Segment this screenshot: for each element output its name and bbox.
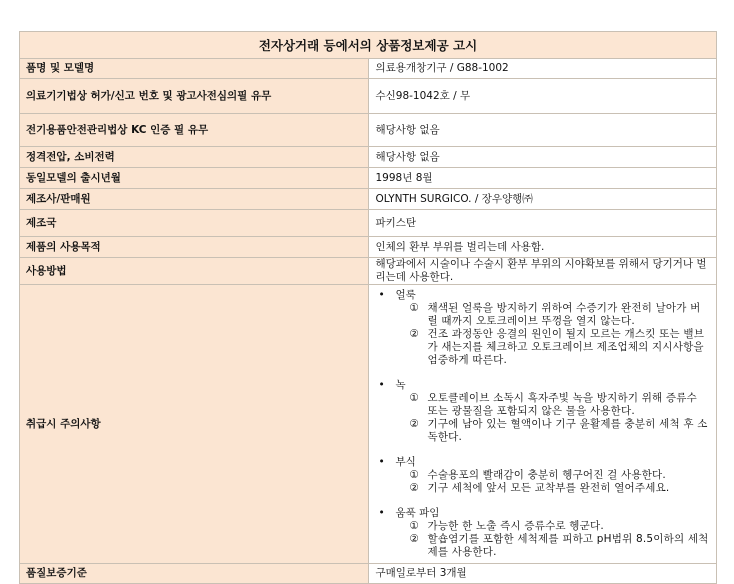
row-value-purpose: 인체의 환부 부위를 벌리는데 사용함. xyxy=(368,237,717,258)
row-value-product-name: 의료용개창기구 / G88-1002 xyxy=(368,59,717,79)
table-row xyxy=(20,59,717,79)
handling-precautions-list xyxy=(368,285,717,564)
bullet-icon: • xyxy=(378,507,385,519)
table-row xyxy=(20,285,717,564)
table-row xyxy=(20,237,717,258)
table-row xyxy=(20,147,717,168)
precaution-section xyxy=(376,507,711,559)
section-heading: 움푹 파임 xyxy=(395,507,440,519)
table-title: 전자상거래 등에서의 상품정보제공 고시 xyxy=(20,32,717,59)
bullet-icon: • xyxy=(378,289,385,301)
row-label-handling-precautions: 취급시 주의사항 xyxy=(20,285,369,564)
section-heading: 얼룩 xyxy=(395,289,416,301)
row-value-permit-number: 수신98-1042호 / 무 xyxy=(368,79,717,114)
list-item: ② 할숍염기를 포함한 세척제를 피하고 pH범위 8.5이하의 세척제를 사용한다. xyxy=(409,533,709,558)
row-label-manufacturer: 제조사/판매원 xyxy=(20,189,369,210)
row-label-product-name: 품명 및 모델명 xyxy=(20,59,369,79)
list-item: ② 기구에 남아 있는 혈액이나 기구 윤활제를 충분히 세척 후 소독한다. xyxy=(409,418,708,443)
precaution-section xyxy=(376,379,711,444)
list-item: ① 수술용포의 빨래감이 충분히 헹구어진 걸 사용한다. xyxy=(409,469,666,481)
row-value-kc-cert: 해당사항 없음 xyxy=(368,114,717,147)
table-row xyxy=(20,564,717,584)
list-item: ② 건조 과정동안 응결의 원인이 될지 모르는 개스킷 또는 밸브가 새는지를 체크하고 오토크레이브 제조업체의 지시사항을 엄중하게 따른다. xyxy=(409,328,705,366)
title-row xyxy=(20,32,717,59)
table-row xyxy=(20,168,717,189)
table-row xyxy=(20,189,717,210)
row-value-release-date: 1998년 8월 xyxy=(368,168,717,189)
row-value-manufacturer: OLYNTH SURGICO. / 장우양행㈜ xyxy=(368,189,717,210)
bullet-icon: • xyxy=(378,379,385,391)
row-value-warranty: 구매일로부터 3개월 xyxy=(368,564,717,584)
table-row xyxy=(20,210,717,237)
table-row xyxy=(20,258,717,285)
product-info-notice xyxy=(19,31,717,584)
product-info-table xyxy=(19,31,717,584)
table-row xyxy=(20,79,717,114)
row-label-warranty: 품질보증기준 xyxy=(20,564,369,584)
section-heading: 부식 xyxy=(395,456,416,468)
list-item: ① 가능한 한 노출 즉시 증류수로 헹군다. xyxy=(409,520,604,532)
row-value-country: 파키스탄 xyxy=(368,210,717,237)
row-label-purpose: 제품의 사용목적 xyxy=(20,237,369,258)
bullet-icon: • xyxy=(378,456,385,468)
row-label-country: 제조국 xyxy=(20,210,369,237)
row-label-permit-number: 의료기기법상 허가/신고 번호 및 광고사전심의필 유무 xyxy=(20,79,369,114)
list-item: ② 기구 세척에 앞서 모든 교착부를 완전히 열어주세요. xyxy=(409,482,670,494)
list-item: ① 오토클레이브 소독시 흑자주빛 녹을 방지하기 위해 증류수 또는 광물질을 포함되지 않은 물을 사용한다. xyxy=(409,392,697,417)
precaution-section xyxy=(376,456,711,495)
row-label-voltage: 정격전압, 소비전력 xyxy=(20,147,369,168)
list-item: ① 채색된 얼룩을 방지하기 위하여 수증기가 완전히 날아가 버릴 때까지 오토크레이브 뚜껑을 열지 않는다. xyxy=(409,302,701,327)
row-label-kc-cert: 전기용품안전관리법상 KC 인증 필 유무 xyxy=(20,114,369,147)
row-label-release-date: 동일모델의 출시년월 xyxy=(20,168,369,189)
row-value-voltage: 해당사항 없음 xyxy=(368,147,717,168)
section-heading: 녹 xyxy=(395,379,406,391)
precaution-section xyxy=(376,289,711,367)
row-label-usage: 사용방법 xyxy=(20,258,369,285)
table-row xyxy=(20,114,717,147)
row-value-usage: 해당과에서 시술이나 수술시 환부 부위의 시야확보를 위해서 당기거나 벌리는데 사용한다. xyxy=(368,258,717,285)
